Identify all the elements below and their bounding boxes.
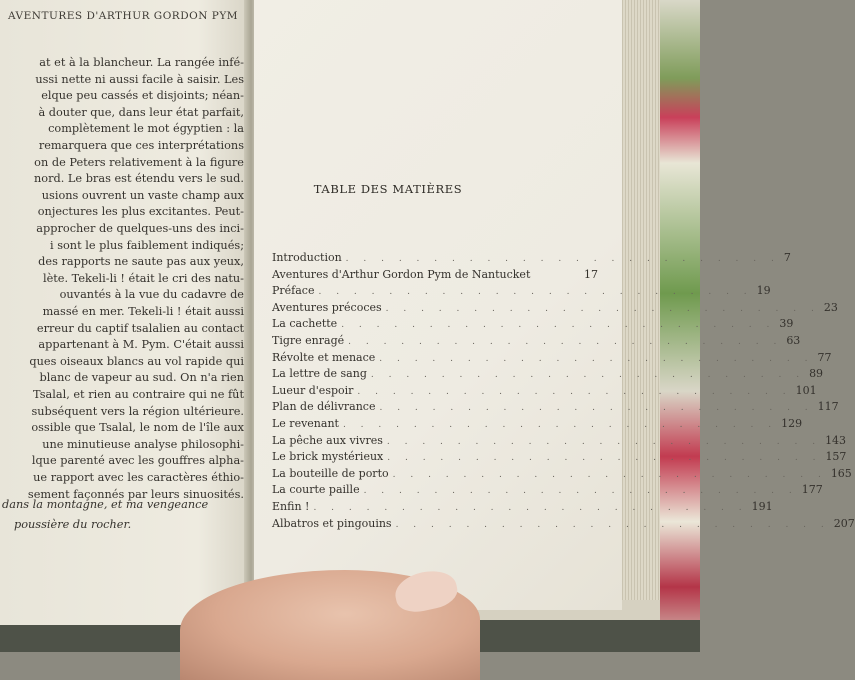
toc-entry	[272, 450, 847, 466]
body-text-line: erreur du captif tsalalien au contact	[36, 321, 244, 335]
toc-entry	[272, 350, 832, 367]
body-text-line: appartenant à M. Pym. C'était aussi	[38, 338, 244, 352]
toc-entry-label: Aventures d'Arthur Gordon Pym de Nantucket	[272, 267, 531, 281]
toc-leader-dots: . . . . . . . . . . . . . . . . . . . . . . . . .	[392, 469, 827, 480]
toc-entry-label: Aventures précoces	[272, 300, 382, 314]
toc-entry	[272, 433, 847, 450]
body-text-line: une minutieuse analyse philosophi-	[42, 437, 244, 451]
toc-entry	[272, 466, 852, 483]
body-text-line: on de Peters relativement à la figure	[34, 155, 244, 169]
running-head: AVENTURES D'ARTHUR GORDON PYM	[8, 10, 239, 22]
toc-entry	[272, 334, 801, 350]
toc-entry-label: Le brick mystérieux	[272, 450, 384, 464]
toc-entry	[272, 268, 598, 284]
toc-entry-label: La courte paille	[272, 483, 360, 497]
epigraph-line: dans la montagne, et ma vengeance	[2, 498, 209, 511]
toc-entry	[272, 251, 791, 267]
toc-leader-dots: . . . . . . . . . . . . . . . . . . . . . . . . .	[341, 320, 776, 331]
body-text-line: ue rapport avec les caractères éthio-	[33, 471, 244, 484]
toc-leader-dots: . . . . . . . . . . . . . . . . . . . . . . . . .	[395, 519, 830, 530]
toc-entry-label: Révolte et menace	[272, 350, 376, 364]
body-text-line: ossible que Tsalal, le nom de l'île aux	[31, 421, 244, 435]
body-text-line: subséquent vers la région ultérieure.	[31, 404, 244, 418]
toc-entry-label: La lettre de sang	[272, 367, 367, 381]
toc-leader-dots: . . . . . . . . . . . . . . . . . . . . . . . . .	[385, 303, 820, 314]
toc-entry-page: 19	[756, 284, 771, 298]
body-text-line: Tsalal, et rien au contraire qui ne fût	[32, 388, 244, 401]
body-text-line: ouvantés à la vue du cadavre de	[59, 288, 244, 302]
toc-leader-dots: . . . . . . . . . . . . . . . . . . . . . . . . .	[370, 370, 806, 381]
toc-entry-label: Plan de délivrance	[272, 400, 376, 414]
toc-entry-label: Albatros et pingouins	[272, 516, 392, 530]
toc-entry-page: 7	[783, 251, 791, 264]
body-text-line: elque peu cassés et disjoints; néan-	[41, 89, 244, 103]
toc-entry	[272, 300, 838, 317]
body-text-line: lque parenté avec les gouffres alpha-	[31, 454, 244, 468]
body-text-line: at et à la blancheur. La rangée infé-	[39, 56, 244, 69]
toc-entry-page: 101	[795, 383, 817, 397]
toc-leader-dots: . . . . . . . . . . . . . . . . . . . . . . . . .	[387, 453, 822, 464]
toc-entry-label: Le revenant	[272, 417, 339, 430]
toc-entry	[272, 516, 855, 533]
toc-leader-dots: . . . . . . . . . . . . . . . . . . . . . . . . .	[357, 386, 792, 397]
toc-leader-dots: . . . . . . . . . . . . . . . . . . . . . . . . .	[363, 486, 798, 497]
body-text-line: sement façonnés par leurs sinuosités.	[27, 487, 244, 501]
toc-entry-label: Enfin !	[272, 500, 310, 513]
toc-entry-page: 157	[825, 450, 847, 464]
body-text-line: i sont le plus faiblement indiqués;	[50, 238, 244, 252]
toc-entry-page: 23	[823, 300, 838, 314]
toc-entry-label: Introduction	[272, 251, 342, 264]
toc-entry	[272, 483, 823, 499]
toc-entry-label: La pêche aux vivres	[272, 433, 383, 447]
toc-leader-dots: . . . . . . . . . . . . . . . . . . . . . . . . .	[348, 337, 783, 347]
toc-entry	[272, 284, 771, 300]
body-text-line: approcher de quelques-uns des inci-	[36, 222, 244, 235]
toc-entry	[272, 317, 794, 333]
toc-entry-label: La cachette	[272, 317, 338, 331]
body-text-line: à douter que, dans leur état parfait,	[38, 105, 244, 119]
toc-leader-dots: . . . . . . . . . . . . . . . . . . . . . . . . .	[313, 503, 748, 513]
toc-entry-label: Préface	[272, 284, 315, 298]
left-page	[0, 0, 248, 625]
body-text-line: onjectures les plus excitantes. Peut-	[37, 205, 244, 219]
toc-entry-page: 77	[817, 350, 832, 364]
body-text-line: usions ouvrent un vaste champ aux	[41, 188, 244, 202]
epigraph-line: poussière du rocher.	[14, 518, 132, 531]
toc-entry-page: 143	[825, 433, 847, 447]
toc-entry-page: 63	[786, 334, 801, 347]
toc-entry	[272, 417, 803, 433]
toc-leader-dots: . . . . . . . . . . . . . . . . . . . . . . . . .	[342, 420, 778, 430]
toc-entry	[272, 383, 817, 400]
toc-entry-page: 207	[833, 516, 855, 530]
body-text-line: ussi nette ni aussi facile à saisir. Les	[35, 72, 244, 86]
toc-entry-page: 17	[584, 267, 598, 281]
toc-entry-page: 89	[809, 367, 824, 381]
toc-entry	[272, 400, 839, 416]
toc-entry-page: 191	[751, 500, 773, 513]
toc-leader-dots: . . . . . . . . . . . . . . . . . . . . . . . . .	[379, 353, 814, 364]
toc-entry-page: 39	[779, 317, 794, 331]
toc-entry	[272, 500, 773, 516]
toc-leader-dots: . . . . . . . . . . . . . . . . . . . . . . . . .	[386, 436, 822, 447]
toc-entry-label: Lueur d'espoir	[272, 383, 354, 397]
toc-leader-dots: . . . . . . . . . . . . . . . . . . . . . . . . .	[318, 287, 753, 298]
toc-entry-page: 117	[817, 400, 839, 414]
toc-leader-dots: . . . . . . . . . . . . . . . . . . . . . . . . .	[345, 254, 780, 264]
toc-entry-page: 177	[801, 483, 823, 497]
body-text-line: complètement le mot égyptien : la	[48, 122, 244, 136]
toc-entry-page: 165	[830, 466, 852, 480]
body-text-line: nord. Le bras est étendu vers le sud.	[34, 172, 244, 186]
toc-leader-dots: . . . . . . . . . . . . . . . . . . . . . . . . .	[379, 403, 814, 414]
toc-entry-label: Tigre enragé	[272, 334, 345, 347]
body-text-line: massé en mer. Tekeli-li ! était aussi	[42, 305, 244, 318]
body-text-line: des rapports ne saute pas aux yeux,	[38, 255, 244, 269]
body-text-line: ques oiseaux blancs au vol rapide qui	[29, 354, 244, 368]
toc-title: TABLE DES MATIÈRES	[313, 182, 463, 196]
body-text-line: remarquera que ces interprétations	[38, 139, 244, 152]
body-text-line: blanc de vapeur au sud. On n'a rien	[39, 371, 244, 385]
toc-entry-label: La bouteille de porto	[272, 466, 389, 480]
toc-entry	[272, 367, 824, 383]
body-text-line: lète. Tekeli-li ! était le cri des natu-	[42, 271, 244, 285]
toc-entry-page: 129	[781, 417, 803, 430]
